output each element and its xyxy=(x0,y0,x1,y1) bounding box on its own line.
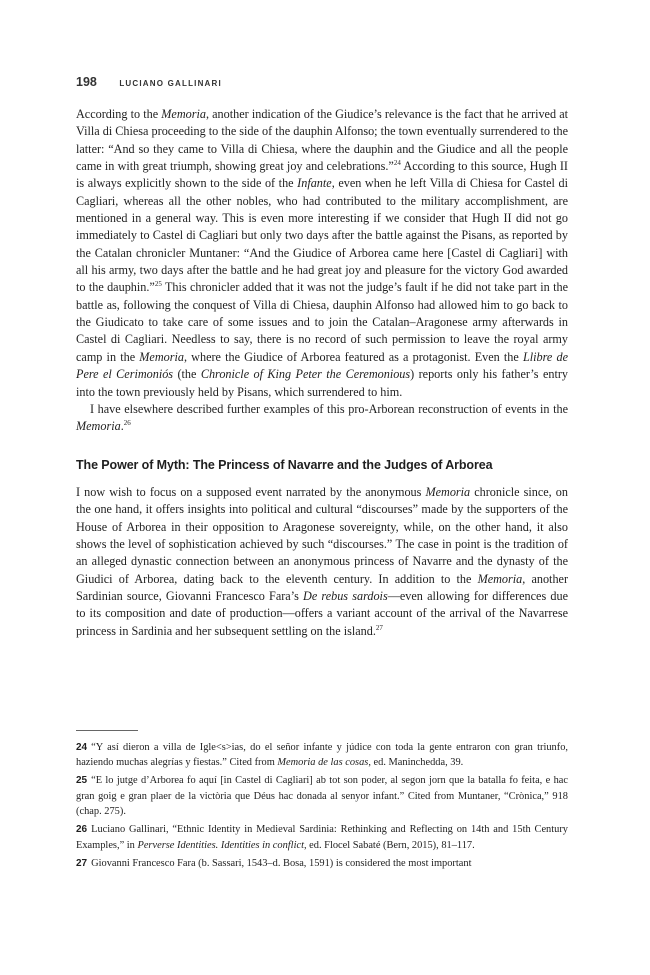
italic-text: Chronicle of King Peter the Ceremonious xyxy=(200,367,411,382)
footnote xyxy=(76,856,568,871)
text-run: “Y así dieron a villa de Igle<s>ias, do el señor infante y júdice con toda la gente entraron con gran triunfo, haziendo muchas alegrías y fiestas.” Cited from xyxy=(76,742,568,769)
footnote-text xyxy=(76,775,568,817)
paragraph xyxy=(76,106,568,401)
text-run: ) reports only his father’s entry into the town previously held by Pisans, which surrendered to him. xyxy=(76,367,568,399)
footnote-number: 26 xyxy=(76,824,88,836)
footnote xyxy=(76,740,568,771)
footnote-number: 24 xyxy=(76,742,88,753)
text-run: , where the Giudice of Arborea featured as a protagonist. Even the xyxy=(183,349,523,364)
text-run: . xyxy=(120,419,124,434)
italic-text: Llibre de Pere el Cerimoniós xyxy=(76,349,568,382)
footnote-ref: 24 xyxy=(393,158,401,167)
italic-text: Perverse Identities. Identities in conflict xyxy=(137,839,304,851)
footnote xyxy=(76,773,568,819)
footnote-text xyxy=(91,858,471,869)
text-run: I now wish to focus on a supposed event narrated by the anonymous xyxy=(76,484,426,499)
italic-text: De rebus sardois xyxy=(303,588,388,603)
italic-text: Memoria xyxy=(477,571,523,586)
italic-text: Infante xyxy=(297,176,332,191)
italic-text: Memoria xyxy=(425,484,471,499)
text-run: —even allowing for differences due to its composition and date of production—offers a variant account of the arrival of the Navarrese princess in Sardinia and her subsequent settling on the island. xyxy=(76,588,568,638)
paragraph xyxy=(76,484,568,640)
italic-text: Memoria xyxy=(161,107,206,121)
italic-text: Memoria xyxy=(76,419,121,434)
text-run: Giovanni Francesco Fara (b. Sassari, 1543–d. Bosa, 1591) is considered the most important xyxy=(91,857,472,869)
running-author: LUCIANO GALLINARI xyxy=(119,79,222,88)
footnotes xyxy=(76,740,568,874)
text-run: , ed. Flocel Sabaté (Bern, 2015), 81–117. xyxy=(303,839,475,851)
italic-text: Memoria xyxy=(139,349,184,364)
text-run: This chronicler added that it was not the judge’s fault if he did not take part in the battle as, following the conquest of Villa di Chiesa, dauphin Alfonso had allowed him to go back to the Giudicato to take care of some issues and to join the Catalan–Aragonese army afterwards in Castel di Cagliari. Needless to say, there is no record of such permission to leave the royal army camp in the xyxy=(76,280,568,364)
text-run: , another Sardinian source, Giovanni Francesco Fara’s xyxy=(76,571,569,603)
paragraph xyxy=(76,401,568,436)
text-run: , even when he left Villa di Chiesa for Castel di Cagliari, whereas all the other nobles, who had contributed to the military accomplishment, are mentioned in a general way. This is even more interesting if we consider that Hugh II did not go immediately to Castel di Cagliari but only two days after the battle against the Pisans, as reported by the Catalan chronicler Muntaner: “And the Giudice of Arborea came here [Castel di Cagliari] with all his army, two days after the battle and he had great joy and pleasure for the victory God awarded to the dauphin.” xyxy=(76,176,568,295)
footnote-text xyxy=(76,824,568,850)
text-run: According to the xyxy=(76,107,162,121)
text-run: “E lo jutge d’Arborea fo aquí [in Castel di Cagliari] ab tot son poder, al segon jorn que la batalla fo feita, e hac gran goig e gran plaer de la victòria que Déus hac donada al senyor infant.” Cited from Muntaner, “Crònica,” 918 (chap. 275). xyxy=(76,775,568,818)
footnote-text xyxy=(76,742,568,768)
footnote xyxy=(76,822,568,853)
text-run: , another indication of the Giudice’s relevance is the fact that he arrived at Villa di Chiesa proceeding to the side of the dauphin Alfonso; the town eventually surrendered to the latter: “And so they came to Villa di Chiesa, where the dauphin and the Giudice and all the people came in with great triumph, showing great joy and celebrations.” xyxy=(76,107,569,174)
text-run: , ed. Maninchedda, 39. xyxy=(368,757,464,769)
main-text xyxy=(76,106,568,640)
footnote-divider xyxy=(76,730,138,731)
footnote-number: 27 xyxy=(76,857,88,869)
text-run: I have elsewhere described further examples of this pro-Arborean reconstruction of events in the xyxy=(90,401,568,416)
footnote-ref: 26 xyxy=(123,419,131,428)
text-run: (the xyxy=(173,367,201,382)
text-run: According to this source, Hugh II is always explicitly shown to the side of the xyxy=(76,159,568,191)
footnote-number: 25 xyxy=(76,775,88,787)
running-header xyxy=(76,73,222,91)
footnote-ref: 25 xyxy=(154,280,162,289)
text-run: chronicle since, on the one hand, it offers insights into political and cultural “discourses” made by the supporters of the House of Arborea in their opposition to Aragonese sovereignty, while, on the other hand, it also shows the level of sophistication achieved by such “discourses.” The case in point is the tradition of an alleged dynastic connection between an anonymous princess of Navarre and the dynasty of the Giudici of Arborea, dating back to the eleventh century. In addition to the xyxy=(76,484,568,586)
text-run: Luciano Gallinari, “Ethnic Identity in Medieval Sardinia: Rethinking and Reflecting on 14th and 15th Century Examples,” in xyxy=(76,824,568,851)
italic-text: Memoria de las cosas xyxy=(277,757,369,769)
footnote-ref: 27 xyxy=(375,623,383,632)
section-heading: The Power of Myth: The Princess of Navarre and the Judges of Arborea xyxy=(76,457,493,472)
page-number: 198 xyxy=(76,75,97,89)
